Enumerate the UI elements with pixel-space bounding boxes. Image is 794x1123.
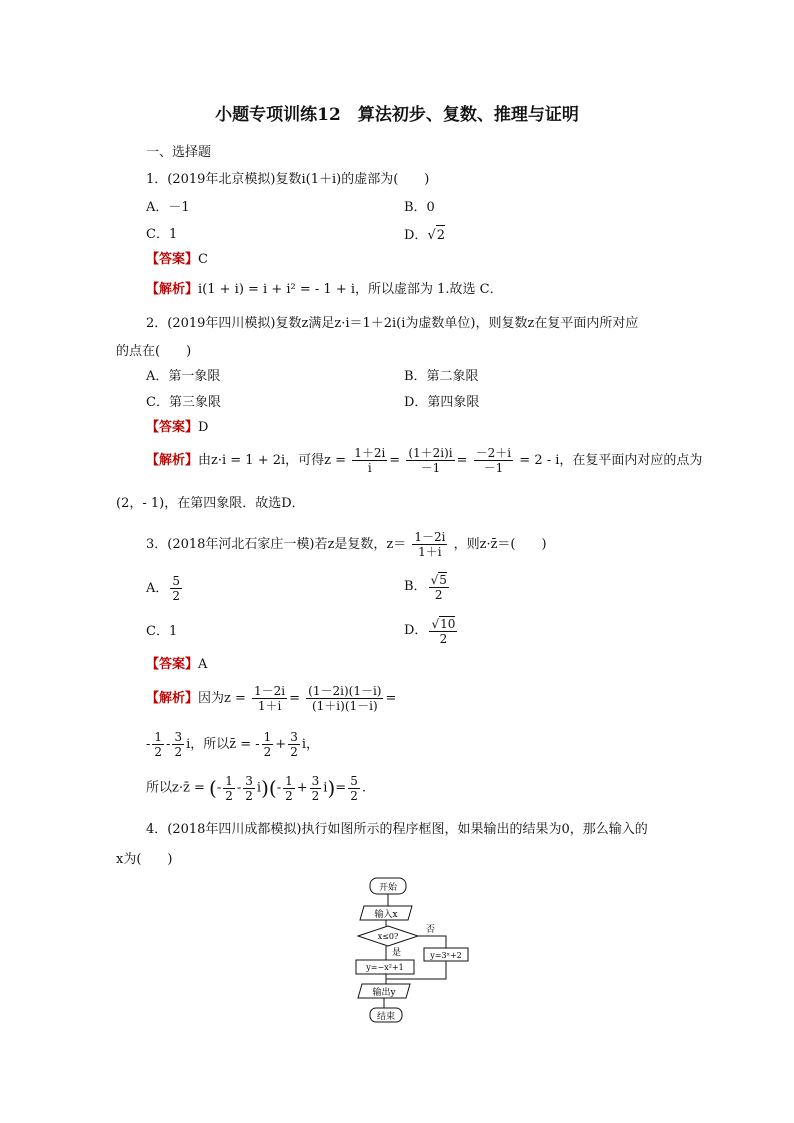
q2-analysis: 【解析】由z·i = 1 + 2i，可得z = $\frac{1+2i}{i}$ = $\frac{(1+2i)i}{-1}$ = $\frac{-2+i}{-1}$ = 2 - i，在复平面内对应的点为	[146, 446, 703, 475]
q2-option-c[interactable]: C．第三象限	[146, 395, 221, 410]
q3-option-a[interactable]: A． $\frac{5}{2}$	[146, 574, 181, 603]
answer-tag: 【答案】	[146, 657, 199, 672]
q2-option-d[interactable]: D．第四象限	[404, 395, 480, 410]
flow-input-label: 输入x	[374, 910, 398, 920]
q1-option-b[interactable]: B．0	[404, 200, 435, 215]
q3-option-b[interactable]: B． $\frac{√5}{2}$	[404, 572, 447, 602]
q1-answer	[146, 250, 208, 270]
q2-option-a[interactable]: A．第一象限	[146, 369, 221, 384]
flow-start-label: 开始	[378, 883, 398, 893]
q1-option-c[interactable]: C．1	[146, 227, 178, 242]
q1-option-d-prefix: D．	[404, 228, 428, 243]
sqrt-sign: √	[427, 228, 436, 243]
answer-tag: 【答案】	[146, 252, 199, 267]
flow-yes-label: 是	[392, 948, 402, 958]
q3-answer	[146, 655, 207, 675]
flowchart	[350, 872, 480, 1027]
q3-option-c[interactable]: C．1	[146, 624, 178, 639]
analysis-tag: 【解析】	[146, 453, 199, 468]
q1-option-a[interactable]: A．－1	[146, 200, 190, 215]
flow-no-label: 否	[426, 925, 436, 935]
q2-stem-line1: 2．(2019年四川模拟)复数z满足z·i＝1＋2i(i为虚数单位)，则复数z在复平面内所对应	[146, 316, 639, 331]
analysis-tag: 【解析】	[146, 282, 199, 297]
q4-stem-line2: x为( )	[116, 852, 173, 867]
flow-yes-formula: y=−x²+1	[366, 963, 404, 972]
q1-answer-value: C	[198, 252, 208, 267]
q1-analysis-text: i(1 + i) = i + i² = - 1 + i，所以虚部为 1.故选 C．	[198, 282, 503, 297]
flow-output-label: 输出y	[372, 988, 396, 998]
flow-no-formula: y=3ˣ+2	[430, 951, 462, 960]
q1-option-d-radicand: 2	[436, 225, 445, 246]
q2-fraction-1: $\frac{1+2i}{i}$	[354, 446, 386, 475]
q2-analysis-pre: 由z·i = 1 + 2i，可得z =	[198, 453, 347, 468]
q2-answer	[146, 418, 208, 438]
answer-tag: 【答案】	[146, 420, 199, 435]
q3-stem: 3．(2018年河北石家庄一模)若z是复数，z＝ $\frac{1-2i}{1+i}$ ，则z·z̄＝( )	[146, 530, 547, 559]
section-heading: 一、选择题	[146, 145, 212, 160]
q3-option-d[interactable]: D． $\frac{√10}{2}$	[404, 616, 456, 646]
q1-stem: 1．(2019年北京模拟)复数i(1＋i)的虚部为( )	[146, 172, 430, 187]
q3-answer-value: A	[198, 657, 208, 672]
flow-cond-label: x≤0?	[377, 932, 399, 941]
q4-stem-line1: 4．(2018年四川成都模拟)执行如图所示的程序框图，如果输出的结果为0，那么输入的	[146, 822, 648, 837]
q3-stem-fraction: $\frac{1-2i}{1+i}$	[414, 530, 446, 559]
q3-analysis-line2: - $\frac{1}{2}$ - $\frac{3}{2}$ i，所以z̄ = - $\frac{1}{2}$ + $\frac{3}{2}$ i，	[146, 730, 320, 759]
q2-fraction-2: $\frac{(1+2i)i}{-1}$	[408, 446, 453, 475]
q2-analysis-line2: (2，- 1)，在第四象限．故选D．	[116, 496, 305, 511]
q3-analysis: 【解析】因为z = $\frac{1-2i}{1+i}$ = $\frac{(1-2i)(1-i)}{(1+i)(1-i)}$ =	[146, 684, 397, 713]
analysis-tag: 【解析】	[146, 691, 199, 706]
page-title: 小题专项训练12 算法初步、复数、推理与证明	[215, 105, 579, 125]
q2-answer-value: D	[198, 420, 209, 435]
q2-analysis-post: = 2 - i，在复平面内对应的点为	[519, 453, 703, 468]
q2-option-b[interactable]: B．第二象限	[404, 369, 479, 384]
q2-stem-line2: 的点在( )	[116, 344, 192, 359]
q2-fraction-3: $\frac{-2+i}{-1}$	[475, 446, 512, 475]
q3-analysis-line3: 所以z·z̄ = (- $\frac{1}{2}$ - $\frac{3}{2}$ i)(- $\frac{1}{2}$ + $\frac{3}{2}$ i)= $\frac{5}{2}$ .	[146, 773, 366, 803]
q1-analysis	[146, 280, 503, 300]
q1-option-d[interactable]	[404, 225, 445, 246]
flow-end-label: 结束	[376, 1012, 396, 1022]
